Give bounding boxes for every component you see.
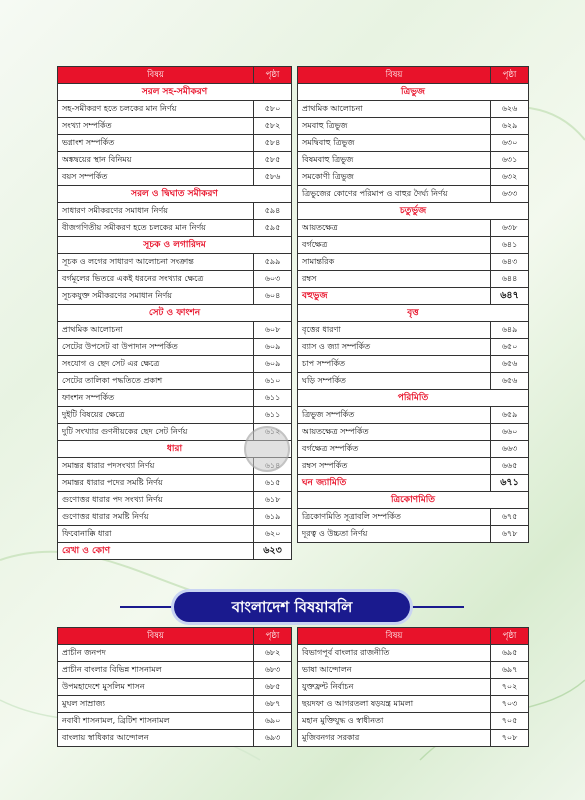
topic-cell: ছয়দফা ও আগরতলা ষড়যন্ত্র মামলা: [298, 696, 491, 713]
topic-cell: ব্যাস ও জ্যা সম্পর্কিত: [298, 339, 491, 356]
table-row: [298, 169, 529, 186]
table-row: [58, 254, 292, 271]
topic-cell: সেটের তালিকা পদ্ধতিতে প্রকাশ: [58, 373, 254, 390]
page-number-cell: ৭০৩: [491, 696, 529, 713]
table-row: [58, 169, 292, 186]
table-row: [298, 118, 529, 135]
table-row: [298, 373, 529, 390]
page-number-cell: ৬৮৫: [254, 679, 292, 696]
page-number-cell: ৬০৯: [254, 339, 292, 356]
topic-cell: ফাংশন সম্পর্কিত: [58, 390, 254, 407]
table-row: [298, 679, 529, 696]
table-row: [298, 254, 529, 271]
page-number-cell: ৬৫৬: [491, 373, 529, 390]
section-heading-row: [298, 305, 529, 322]
contents-table-left: [57, 66, 292, 560]
table-row: [58, 118, 292, 135]
table-row: [298, 645, 529, 662]
table-row: [58, 271, 292, 288]
topic-cell: বাংলায় স্বাধিকার আন্দোলন: [58, 730, 254, 747]
page-number-cell: ৬৩২: [491, 169, 529, 186]
page-number-cell: ৬৩০: [491, 135, 529, 152]
page-number-cell: ৬৫০: [491, 339, 529, 356]
page-number-cell: ৬৪৭: [491, 288, 529, 305]
column-header-page: পৃষ্ঠা: [254, 67, 292, 84]
page-number-cell: ৬২০: [254, 526, 292, 543]
page-number-cell: ৬৬০: [491, 424, 529, 441]
topic-cell: ত্রিভুজের কোণের পরিমাপ ও বাহুর দৈর্ঘ্য নির্ণয়: [298, 186, 491, 203]
section-heading: ত্রিভুজ: [298, 84, 529, 101]
page-number-cell: ৫৯৪: [254, 203, 292, 220]
topic-cell: নবাবী শাসনামল, ব্রিটিশ শাসনামল: [58, 713, 254, 730]
page-number-cell: ৬০৮: [254, 322, 292, 339]
page-number-cell: ৬৯০: [254, 713, 292, 730]
column-header-subject: বিষয়: [58, 628, 254, 645]
section-heading: ঘন জ্যামিতি: [298, 475, 491, 492]
section-banner-title: বাংলাদেশ বিষয়াবলি: [174, 592, 410, 622]
table-row: [298, 288, 529, 305]
page-number-cell: ৬৮৩: [254, 662, 292, 679]
topic-cell: মহান মুক্তিযুদ্ধ ও স্বাধীনতা: [298, 713, 491, 730]
banner-rule-right: [410, 606, 464, 608]
table-row: [58, 356, 292, 373]
topic-cell: ঘড়ি সম্পর্কিত: [298, 373, 491, 390]
table-row: [58, 679, 292, 696]
table-row: [58, 407, 292, 424]
topic-cell: সমান্তর ধারার পদসংখ্যা নির্ণয়: [58, 458, 254, 475]
table-header-row: [298, 628, 529, 645]
table-row: [58, 526, 292, 543]
column-header-page: পৃষ্ঠা: [491, 628, 529, 645]
page-number-cell: ৫৮০: [254, 101, 292, 118]
section-heading-row: [58, 84, 292, 101]
section-heading: বহুভুজ: [298, 288, 491, 305]
topic-cell: ত্রিকোণমিতি সূত্রাবলি সম্পর্কিত: [298, 509, 491, 526]
section-heading: ধারা: [58, 441, 292, 458]
section-heading: রেখা ও কোণ: [58, 543, 254, 560]
topic-cell: সমান্তর ধারার পদের সমষ্টি নির্ণয়: [58, 475, 254, 492]
page-number-cell: ৬৯৩: [254, 730, 292, 747]
table-row: [58, 492, 292, 509]
page-number-cell: ৫৯৫: [254, 220, 292, 237]
topic-cell: ত্রিভুজ সম্পর্কিত: [298, 407, 491, 424]
page-number-cell: ৬৪৩: [491, 254, 529, 271]
table-row: [298, 186, 529, 203]
watermark-logo: [244, 426, 290, 472]
table-header-row: [298, 67, 529, 84]
topic-cell: সূচকযুক্ত সমীকরণের সমাধান নির্ণয়: [58, 288, 254, 305]
banner-rule-left: [120, 606, 174, 608]
page-number-cell: ৬৪৯: [491, 322, 529, 339]
section-heading-row: [298, 492, 529, 509]
page-number-cell: ৬১১: [254, 390, 292, 407]
page-number-cell: ৬২৩: [254, 543, 292, 560]
page-number-cell: ৬২৯: [491, 118, 529, 135]
column-header-page: পৃষ্ঠা: [491, 67, 529, 84]
table-row: [298, 441, 529, 458]
page-number-cell: ৬৭৫: [491, 509, 529, 526]
section-heading-row: [298, 390, 529, 407]
table-row: [298, 458, 529, 475]
table-row: [298, 509, 529, 526]
table-row: [298, 407, 529, 424]
topic-cell: বর্গক্ষেত্র সম্পর্কিত: [298, 441, 491, 458]
topic-cell: বয়স সম্পর্কিত: [58, 169, 254, 186]
topic-cell: সমকোণী ত্রিভুজ: [298, 169, 491, 186]
topic-cell: রম্বস: [298, 271, 491, 288]
page-number-cell: ৬০৩: [254, 271, 292, 288]
page-number-cell: ৬৯৭: [491, 662, 529, 679]
topic-cell: ভাষা আন্দোলন: [298, 662, 491, 679]
table-row: [58, 390, 292, 407]
table-row: [58, 152, 292, 169]
topic-cell: উপমহাদেশে মুসলিম শাসন: [58, 679, 254, 696]
topic-cell: মুঘল সাম্রাজ্য: [58, 696, 254, 713]
topic-cell: ফিবোনাক্কি ধারা: [58, 526, 254, 543]
page-number-cell: ৬১৯: [254, 509, 292, 526]
topic-cell: দূরত্ব ও উচ্চতা নির্ণয়: [298, 526, 491, 543]
table-header-row: [58, 67, 292, 84]
table-row: [58, 696, 292, 713]
topic-cell: সেটের উপসেট বা উপাদান সম্পর্কিত: [58, 339, 254, 356]
table-row: [58, 713, 292, 730]
topic-cell: প্রাচীন বাংলার বিভিন্ন শাসনামল: [58, 662, 254, 679]
table-row: [298, 135, 529, 152]
topic-cell: প্রাথমিক আলোচনা: [58, 322, 254, 339]
topic-cell: আয়তক্ষেত্র: [298, 220, 491, 237]
column-header-subject: বিষয়: [298, 67, 491, 84]
topic-cell: চাপ সম্পর্কিত: [298, 356, 491, 373]
section-heading: সরল সহ-সমীকরণ: [58, 84, 292, 101]
page-number-cell: ৬২৬: [491, 101, 529, 118]
page-number-cell: ৬৩৩: [491, 186, 529, 203]
page-number-cell: ৬৯৫: [491, 645, 529, 662]
table-row: [58, 288, 292, 305]
topic-cell: সহ-সমীকরণ হতে চলকের মান নির্ণয়: [58, 101, 254, 118]
section-heading: সূচক ও লগারিদম: [58, 237, 292, 254]
page-number-cell: ৫৮৬: [254, 169, 292, 186]
page-number-cell: ৬১১: [254, 407, 292, 424]
topic-cell: বীজগণিতীয় সমীকরণ হতে চলকের মান নির্ণয়: [58, 220, 254, 237]
section-heading: ত্রিকোণমিতি: [298, 492, 529, 509]
topic-cell: বৃত্তের ধারণা: [298, 322, 491, 339]
page-number-cell: ৭০৮: [491, 730, 529, 747]
table-row: [298, 730, 529, 747]
table-row: [298, 526, 529, 543]
contents-table-right: [297, 66, 529, 543]
section-heading-row: [58, 186, 292, 203]
page-number-cell: ৫৮৫: [254, 152, 292, 169]
page-number-cell: ৬৫৬: [491, 356, 529, 373]
table-row: [58, 662, 292, 679]
table-row: [58, 339, 292, 356]
column-header-subject: বিষয়: [58, 67, 254, 84]
table-row: [298, 271, 529, 288]
topic-cell: মুজিবনগর সরকার: [298, 730, 491, 747]
topic-cell: যুক্তফ্রন্ট নির্বাচন: [298, 679, 491, 696]
topic-cell: সাধারণ সমীকরণের সমাধান নির্ণয়: [58, 203, 254, 220]
table-row: [298, 220, 529, 237]
page-number-cell: ৭০৫: [491, 713, 529, 730]
page-number-cell: ৬৬৫: [491, 458, 529, 475]
page-number-cell: ৭০২: [491, 679, 529, 696]
section-heading: বৃত্ত: [298, 305, 529, 322]
page-number-cell: ৫৯৯: [254, 254, 292, 271]
page-number-cell: ৬৪৪: [491, 271, 529, 288]
page-number-cell: ৬৪১: [491, 237, 529, 254]
topic-cell: বিষমবাহু ত্রিভুজ: [298, 152, 491, 169]
bangladesh-table-right: [297, 627, 529, 747]
table-row: [298, 475, 529, 492]
table-row: [298, 356, 529, 373]
table-row: [58, 730, 292, 747]
table-row: [58, 475, 292, 492]
topic-cell: দুইটি বিষয়ের ক্ষেত্রে: [58, 407, 254, 424]
topic-cell: গুণোত্তর ধারার সমষ্টি নির্ণয়: [58, 509, 254, 526]
table-row: [58, 509, 292, 526]
topic-cell: প্রাচীন জনপদ: [58, 645, 254, 662]
topic-cell: প্রাথমিক আলোচনা: [298, 101, 491, 118]
section-heading: সেট ও ফাংশন: [58, 305, 292, 322]
topic-cell: গুণোত্তর ধারার পদ সংখ্যা নির্ণয়: [58, 492, 254, 509]
page-number-cell: ৬৩১: [491, 152, 529, 169]
page-number-cell: ৬৭৮: [491, 526, 529, 543]
topic-cell: সংখ্যা সম্পর্কিত: [58, 118, 254, 135]
page-number-cell: ৬৫৯: [491, 407, 529, 424]
table-row: [58, 203, 292, 220]
table-row: [58, 373, 292, 390]
topic-cell: আয়তক্ষেত্র সম্পর্কিত: [298, 424, 491, 441]
topic-cell: রম্বস সম্পর্কিত: [298, 458, 491, 475]
section-heading: চতুর্ভুজ: [298, 203, 529, 220]
topic-cell: দুটি সংখ্যার গুণনীয়কের ছেদ সেট নির্ণয়: [58, 424, 254, 441]
table-row: [58, 645, 292, 662]
table-row: [298, 713, 529, 730]
table-row: [58, 543, 292, 560]
page-number-cell: ৬১০: [254, 373, 292, 390]
table-row: [298, 322, 529, 339]
table-row: [298, 237, 529, 254]
section-heading-row: [58, 237, 292, 254]
page-number-cell: ৬৮৭: [254, 696, 292, 713]
topic-cell: সমবাহু ত্রিভুজ: [298, 118, 491, 135]
table-row: [298, 424, 529, 441]
table-row: [58, 322, 292, 339]
table-row: [298, 662, 529, 679]
table-row: [58, 135, 292, 152]
topic-cell: সূচক ও লগের সাধারণ আলোচনা সংক্রান্ত: [58, 254, 254, 271]
section-heading: পরিমিতি: [298, 390, 529, 407]
bangladesh-table-left: [57, 627, 292, 747]
section-heading-row: [298, 203, 529, 220]
page-number-cell: ৬১৮: [254, 492, 292, 509]
table-row: [58, 101, 292, 118]
page-number-cell: ৬৭১: [491, 475, 529, 492]
topic-cell: সংযোগ ও ছেদ সেট এর ক্ষেত্রে: [58, 356, 254, 373]
page-number-cell: ৬১৫: [254, 475, 292, 492]
column-header-page: পৃষ্ঠা: [254, 628, 292, 645]
topic-cell: ভগ্নাংশ সম্পর্কিত: [58, 135, 254, 152]
page-number-cell: ৬৬৩: [491, 441, 529, 458]
topic-cell: সামান্তরিক: [298, 254, 491, 271]
table-row: [298, 696, 529, 713]
topic-cell: বর্গমূলের ভিতরে একই ধরনের সংখ্যার ক্ষেত্রে: [58, 271, 254, 288]
topic-cell: অঙ্কদ্বয়ের স্থান বিনিময়: [58, 152, 254, 169]
table-row: [58, 220, 292, 237]
table-row: [298, 339, 529, 356]
topic-cell: বিভাগপূর্ব বাংলার রাজনীতি: [298, 645, 491, 662]
section-heading-row: [58, 305, 292, 322]
table-header-row: [58, 628, 292, 645]
page-number-cell: ৫৮২: [254, 118, 292, 135]
topic-cell: বর্গক্ষেত্র: [298, 237, 491, 254]
page-number-cell: ৬৩৮: [491, 220, 529, 237]
column-header-subject: বিষয়: [298, 628, 491, 645]
topic-cell: সমদ্বিবাহু ত্রিভুজ: [298, 135, 491, 152]
table-row: [298, 152, 529, 169]
page-number-cell: ৬৮২: [254, 645, 292, 662]
section-heading-row: [298, 84, 529, 101]
page-number-cell: ৫৮৪: [254, 135, 292, 152]
table-row: [298, 101, 529, 118]
page-number-cell: ৬০৯: [254, 356, 292, 373]
page-number-cell: ৬০৪: [254, 288, 292, 305]
section-heading: সরল ও দ্বিঘাত সমীকরণ: [58, 186, 292, 203]
